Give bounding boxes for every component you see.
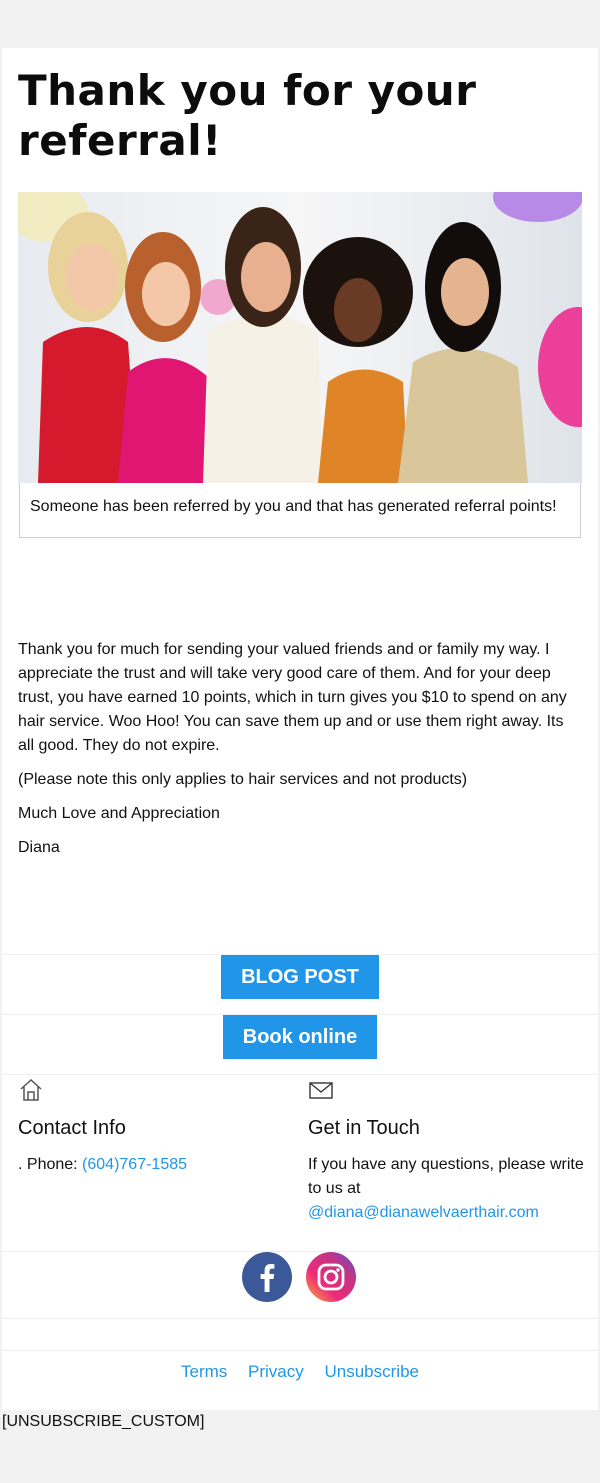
message-signature: Diana [18, 839, 60, 856]
get-in-touch-heading: Get in Touch [308, 1117, 420, 1139]
get-in-touch-column [308, 1077, 588, 1225]
email-title: Thank you for your referral! [18, 66, 477, 165]
phone-label: . Phone: [18, 1156, 83, 1173]
message-signoff: Much Love and Appreciation [18, 805, 220, 822]
home-icon [18, 1077, 44, 1103]
email-link[interactable]: @diana@dianawelvaerthair.com [308, 1204, 539, 1221]
hero-image [18, 192, 582, 483]
unsubscribe-placeholder: [UNSUBSCRIBE_CUSTOM] [2, 1413, 205, 1430]
envelope-icon [308, 1077, 334, 1103]
message-paragraph: Thank you for much for sending your valued friends and or family my way. I appreciate the trust and will take very good care of them. And for your deep trust, you have earned 10 points, which in turn gives you $10 to spend on any hair service. Woo Hoo! You can save them up and or use them right away. Its all good. They do not expire. [18, 641, 567, 754]
book-online-button[interactable]: Book online [223, 1015, 377, 1059]
divider [2, 1350, 598, 1351]
unsubscribe-link[interactable]: Unsubscribe [324, 1362, 419, 1381]
privacy-link[interactable]: Privacy [248, 1362, 304, 1381]
hero-caption: Someone has been referred by you and that has generated referral points! [19, 483, 581, 538]
message-note: (Please note this only applies to hair services and not products) [18, 771, 468, 788]
instagram-icon[interactable] [306, 1252, 356, 1302]
blog-post-button[interactable]: BLOG POST [221, 955, 379, 999]
contact-phone-line [18, 1153, 298, 1177]
terms-link[interactable]: Terms [181, 1362, 228, 1381]
contact-info-column [18, 1077, 298, 1177]
message-body [18, 638, 580, 870]
facebook-icon[interactable] [242, 1252, 292, 1302]
footer-links [2, 1362, 598, 1382]
get-in-touch-text [308, 1153, 588, 1225]
phone-link[interactable]: (604)767-1585 [82, 1156, 188, 1173]
get-in-touch-message: If you have any questions, please write to us at [308, 1156, 584, 1197]
contact-info-heading: Contact Info [18, 1117, 126, 1139]
divider [2, 1251, 598, 1252]
divider [2, 1074, 598, 1075]
divider [2, 1318, 598, 1319]
group-of-women-photo [18, 192, 582, 483]
